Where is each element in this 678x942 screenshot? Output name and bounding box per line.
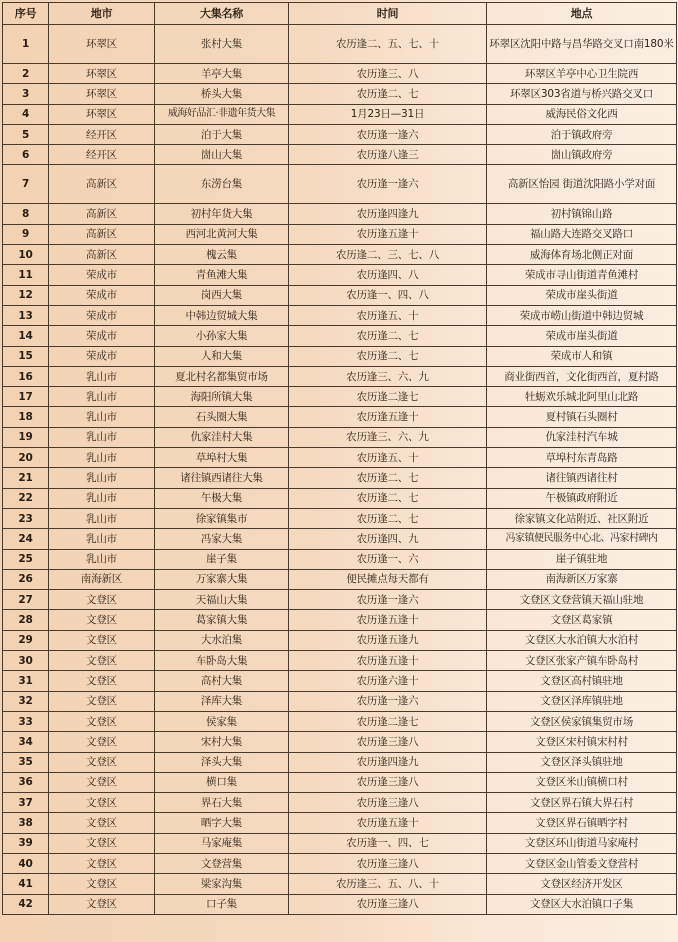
cell-index: 33	[3, 711, 49, 731]
cell-index: 11	[3, 265, 49, 285]
cell-market-name: 大水泊集	[155, 630, 289, 650]
cell-time: 农历逢五、十	[289, 305, 487, 325]
cell-market-name: 高村大集	[155, 671, 289, 691]
cell-index: 40	[3, 853, 49, 873]
cell-location: 文登区金山管委文登营村	[487, 853, 677, 873]
cell-market-name: 侯家集	[155, 711, 289, 731]
table-row	[3, 569, 677, 589]
table-row	[3, 448, 677, 468]
cell-city: 环翠区	[49, 64, 155, 84]
cell-city: 文登区	[49, 651, 155, 671]
cell-market-name: 岗西大集	[155, 285, 289, 305]
cell-market-name: 西河北黄河大集	[155, 224, 289, 244]
cell-location: 威海体育场北侧正对面	[487, 245, 677, 265]
cell-time: 农历逢三、六、九	[289, 427, 487, 447]
cell-market-name: 天福山大集	[155, 590, 289, 610]
cell-city: 文登区	[49, 630, 155, 650]
cell-location: 诸往镇西诸往村	[487, 468, 677, 488]
table-row	[3, 346, 677, 366]
cell-market-name: 界石大集	[155, 793, 289, 813]
table-row	[3, 326, 677, 346]
cell-location: 荣成市崖头街道	[487, 285, 677, 305]
cell-city: 乳山市	[49, 448, 155, 468]
cell-location: 南海新区万家寨	[487, 569, 677, 589]
cell-location: 荣成市崂山街道中韩边贸城	[487, 305, 677, 325]
cell-index: 23	[3, 508, 49, 528]
cell-index: 19	[3, 427, 49, 447]
cell-index: 39	[3, 833, 49, 853]
table-row	[3, 691, 677, 711]
cell-market-name: 宋村大集	[155, 732, 289, 752]
cell-location: 荣成市寻山街道青鱼滩村	[487, 265, 677, 285]
cell-market-name: 徐家镇集市	[155, 508, 289, 528]
table-row	[3, 124, 677, 144]
cell-time: 农历逢八逢三	[289, 145, 487, 165]
table-row	[3, 165, 677, 204]
cell-location: 荣成市人和镇	[487, 346, 677, 366]
cell-market-name: 石头圈大集	[155, 407, 289, 427]
cell-time: 农历逢六逢十	[289, 671, 487, 691]
cell-time: 农历逢三逢八	[289, 793, 487, 813]
cell-market-name: 梁家沟集	[155, 874, 289, 894]
cell-index: 29	[3, 630, 49, 650]
cell-index: 28	[3, 610, 49, 630]
cell-market-name: 马家庵集	[155, 833, 289, 853]
cell-market-name: 文登营集	[155, 853, 289, 873]
cell-location: 文登区文登营镇天福山驻地	[487, 590, 677, 610]
table-row	[3, 853, 677, 873]
cell-market-name: 张村大集	[155, 25, 289, 64]
table-row	[3, 813, 677, 833]
cell-market-name: 车卧岛大集	[155, 651, 289, 671]
header-market-name: 大集名称	[155, 3, 289, 25]
table-row	[3, 833, 677, 853]
table-row	[3, 874, 677, 894]
cell-city: 高新区	[49, 245, 155, 265]
cell-city: 文登区	[49, 691, 155, 711]
cell-time: 农历逢四逢九	[289, 204, 487, 224]
cell-location: 文登区葛家镇	[487, 610, 677, 630]
cell-time: 农历逢四、八	[289, 265, 487, 285]
table-row	[3, 407, 677, 427]
table-row	[3, 145, 677, 165]
table-row	[3, 651, 677, 671]
cell-index: 14	[3, 326, 49, 346]
header-time: 时间	[289, 3, 487, 25]
cell-index: 35	[3, 752, 49, 772]
cell-location: 崮山镇政府旁	[487, 145, 677, 165]
cell-time: 农历逢四、九	[289, 529, 487, 549]
cell-time: 农历逢二、三、七、八	[289, 245, 487, 265]
table-row	[3, 772, 677, 792]
cell-time: 农历逢五逢十	[289, 610, 487, 630]
cell-index: 36	[3, 772, 49, 792]
cell-time: 农历逢三、六、九	[289, 366, 487, 386]
cell-market-name: 槐云集	[155, 245, 289, 265]
cell-index: 16	[3, 366, 49, 386]
cell-location: 环翠区沈阳中路与昌华路交叉口南180米	[487, 25, 677, 64]
cell-location: 仇家洼村汽车城	[487, 427, 677, 447]
cell-index: 10	[3, 245, 49, 265]
cell-index: 34	[3, 732, 49, 752]
header-location: 地点	[487, 3, 677, 25]
cell-city: 文登区	[49, 853, 155, 873]
table-row	[3, 671, 677, 691]
cell-index: 24	[3, 529, 49, 549]
cell-location: 文登区宋村镇宋村村	[487, 732, 677, 752]
cell-index: 9	[3, 224, 49, 244]
cell-location: 文登区泽库镇驻地	[487, 691, 677, 711]
cell-city: 环翠区	[49, 84, 155, 104]
cell-market-name: 口子集	[155, 894, 289, 914]
table-row	[3, 732, 677, 752]
cell-index: 41	[3, 874, 49, 894]
cell-location: 文登区高村镇驻地	[487, 671, 677, 691]
cell-index: 27	[3, 590, 49, 610]
cell-index: 5	[3, 124, 49, 144]
cell-index: 31	[3, 671, 49, 691]
table-row	[3, 630, 677, 650]
cell-location: 午极镇政府附近	[487, 488, 677, 508]
cell-index: 18	[3, 407, 49, 427]
table-row	[3, 305, 677, 325]
cell-city: 乳山市	[49, 488, 155, 508]
cell-city: 乳山市	[49, 366, 155, 386]
table-row	[3, 793, 677, 813]
cell-location: 草埠村东青岛路	[487, 448, 677, 468]
cell-time: 农历逢二、七	[289, 84, 487, 104]
table-row	[3, 104, 677, 124]
cell-location: 泊于镇政府旁	[487, 124, 677, 144]
cell-market-name: 夏北村名都集贸市场	[155, 366, 289, 386]
cell-market-name: 仇家洼村大集	[155, 427, 289, 447]
cell-city: 文登区	[49, 752, 155, 772]
cell-market-name: 小孙家大集	[155, 326, 289, 346]
cell-city: 环翠区	[49, 25, 155, 64]
cell-location: 环翠区羊亭中心卫生院西	[487, 64, 677, 84]
cell-index: 1	[3, 25, 49, 64]
cell-time: 农历逢一逢六	[289, 165, 487, 204]
table-row	[3, 752, 677, 772]
cell-location: 文登区米山镇横口村	[487, 772, 677, 792]
cell-market-name: 泽库大集	[155, 691, 289, 711]
cell-time: 农历逢二、七	[289, 346, 487, 366]
cell-index: 25	[3, 549, 49, 569]
table-row	[3, 25, 677, 64]
header-city: 地市	[49, 3, 155, 25]
table-row	[3, 468, 677, 488]
cell-time: 农历逢二逢七	[289, 711, 487, 731]
header-row	[3, 3, 677, 25]
cell-city: 经开区	[49, 124, 155, 144]
cell-market-name: 草埠村大集	[155, 448, 289, 468]
cell-time: 农历逢五、十	[289, 448, 487, 468]
cell-time: 农历逢三逢八	[289, 772, 487, 792]
cell-market-name: 青鱼滩大集	[155, 265, 289, 285]
cell-city: 文登区	[49, 772, 155, 792]
cell-time: 农历逢五逢十	[289, 651, 487, 671]
cell-city: 乳山市	[49, 549, 155, 569]
cell-market-name: 葛家镇大集	[155, 610, 289, 630]
cell-city: 乳山市	[49, 508, 155, 528]
cell-time: 农历逢五逢十	[289, 224, 487, 244]
cell-time: 农历逢五逢十	[289, 407, 487, 427]
cell-market-name: 横口集	[155, 772, 289, 792]
cell-index: 15	[3, 346, 49, 366]
cell-index: 12	[3, 285, 49, 305]
table-row	[3, 265, 677, 285]
cell-market-name: 崮山大集	[155, 145, 289, 165]
cell-location: 威海民俗文化⻄	[487, 104, 677, 124]
cell-market-name: 初村年货大集	[155, 204, 289, 224]
cell-city: 荣成市	[49, 265, 155, 285]
table-row	[3, 549, 677, 569]
cell-index: 6	[3, 145, 49, 165]
table-row	[3, 64, 677, 84]
cell-location: 文登区大水泊镇口子集	[487, 894, 677, 914]
cell-city: 荣成市	[49, 305, 155, 325]
cell-time: 农历逢二、七	[289, 488, 487, 508]
cell-time: 农历逢三、八	[289, 64, 487, 84]
cell-city: 文登区	[49, 874, 155, 894]
cell-index: 22	[3, 488, 49, 508]
cell-index: 30	[3, 651, 49, 671]
table-row	[3, 894, 677, 914]
cell-market-name: 万家寨大集	[155, 569, 289, 589]
cell-index: 20	[3, 448, 49, 468]
cell-city: 乳山市	[49, 387, 155, 407]
cell-city: 乳山市	[49, 529, 155, 549]
cell-location: 商业街西首，文化街西首，夏村路	[487, 366, 677, 386]
cell-index: 32	[3, 691, 49, 711]
cell-index: 7	[3, 165, 49, 204]
cell-market-name: 诸往镇西诸往大集	[155, 468, 289, 488]
table-row	[3, 610, 677, 630]
cell-city: 乳山市	[49, 427, 155, 447]
table-row	[3, 84, 677, 104]
cell-location: 冯家镇便民服务中心北、冯家村碑内	[487, 529, 677, 549]
cell-location: 徐家镇文化站附近、社区附近	[487, 508, 677, 528]
cell-time: 农历逢二、五、七、十	[289, 25, 487, 64]
cell-time: 农历逢三逢八	[289, 894, 487, 914]
cell-market-name: 泽头大集	[155, 752, 289, 772]
cell-city: 荣成市	[49, 326, 155, 346]
cell-city: 文登区	[49, 793, 155, 813]
cell-index: 2	[3, 64, 49, 84]
cell-location: 文登区界石镇大界石村	[487, 793, 677, 813]
cell-index: 8	[3, 204, 49, 224]
cell-city: 高新区	[49, 204, 155, 224]
cell-time: 农历逢一、四、七	[289, 833, 487, 853]
cell-location: 福山路大连路交叉路口	[487, 224, 677, 244]
table-row	[3, 245, 677, 265]
table-row	[3, 387, 677, 407]
cell-index: 4	[3, 104, 49, 124]
cell-location: 荣成市崖头街道	[487, 326, 677, 346]
cell-city: 南海新区	[49, 569, 155, 589]
cell-market-name: 桥头大集	[155, 84, 289, 104]
cell-location: 文登区界石镇晒字村	[487, 813, 677, 833]
table-row	[3, 427, 677, 447]
cell-city: 文登区	[49, 732, 155, 752]
cell-index: 38	[3, 813, 49, 833]
cell-time: 农历逢一、四、八	[289, 285, 487, 305]
cell-market-name: 海阳所镇大集	[155, 387, 289, 407]
cell-city: 文登区	[49, 813, 155, 833]
cell-location: 文登区张家产镇车卧岛村	[487, 651, 677, 671]
table-row	[3, 508, 677, 528]
cell-market-name: 人和大集	[155, 346, 289, 366]
cell-city: 文登区	[49, 671, 155, 691]
cell-city: 乳山市	[49, 407, 155, 427]
cell-time: 农历逢一逢六	[289, 590, 487, 610]
cell-time: 农历逢一逢六	[289, 691, 487, 711]
cell-city: 文登区	[49, 610, 155, 630]
cell-time: 农历逢一逢六	[289, 124, 487, 144]
cell-index: 26	[3, 569, 49, 589]
market-table	[2, 2, 677, 915]
cell-location: 文登区侯家镇集贸市场	[487, 711, 677, 731]
cell-time: 农历逢五逢九	[289, 630, 487, 650]
cell-time: 农历逢三、五、八、十	[289, 874, 487, 894]
cell-city: 文登区	[49, 894, 155, 914]
cell-city: 荣成市	[49, 346, 155, 366]
table-row	[3, 590, 677, 610]
cell-city: 乳山市	[49, 468, 155, 488]
table-row	[3, 285, 677, 305]
cell-city: 文登区	[49, 590, 155, 610]
cell-location: 环翠区303省道与桥兴路交叉口	[487, 84, 677, 104]
cell-market-name: 午极大集	[155, 488, 289, 508]
cell-location: 文登区环山街道马家庵村	[487, 833, 677, 853]
cell-location: 崖子镇驻地	[487, 549, 677, 569]
cell-market-name: 羊亭大集	[155, 64, 289, 84]
cell-time: 1月23日—31日	[289, 104, 487, 124]
cell-city: 环翠区	[49, 104, 155, 124]
cell-market-name: 崖子集	[155, 549, 289, 569]
cell-time: 农历逢二、七	[289, 508, 487, 528]
cell-time: 农历逢二逢七	[289, 387, 487, 407]
cell-city: 高新区	[49, 224, 155, 244]
cell-index: 13	[3, 305, 49, 325]
table-row	[3, 529, 677, 549]
cell-market-name: 冯家大集	[155, 529, 289, 549]
cell-index: 3	[3, 84, 49, 104]
header-index: 序号	[3, 3, 49, 25]
cell-city: 文登区	[49, 833, 155, 853]
cell-time: 农历逢三逢八	[289, 853, 487, 873]
table-row	[3, 224, 677, 244]
table-body	[3, 25, 677, 915]
cell-city: 高新区	[49, 165, 155, 204]
cell-time: 农历逢二、七	[289, 468, 487, 488]
cell-time: 农历逢四逢九	[289, 752, 487, 772]
table-row	[3, 711, 677, 731]
cell-index: 17	[3, 387, 49, 407]
cell-location: 文登区泽头镇驻地	[487, 752, 677, 772]
cell-index: 42	[3, 894, 49, 914]
cell-location: 文登区大水泊镇大水泊村	[487, 630, 677, 650]
cell-index: 21	[3, 468, 49, 488]
cell-location: 文登区经济开发区	[487, 874, 677, 894]
cell-location: 夏村镇石头圈村	[487, 407, 677, 427]
cell-city: 经开区	[49, 145, 155, 165]
cell-city: 荣成市	[49, 285, 155, 305]
table-row	[3, 488, 677, 508]
cell-market-name: 东涝台集	[155, 165, 289, 204]
cell-time: 农历逢二、七	[289, 326, 487, 346]
cell-location: 初村镇锦山路	[487, 204, 677, 224]
cell-time: 农历逢一、六	[289, 549, 487, 569]
cell-market-name: 晒字大集	[155, 813, 289, 833]
cell-market-name: 威海好品汇·非遗年货大集	[155, 104, 289, 124]
table-row	[3, 366, 677, 386]
cell-market-name: 泊于大集	[155, 124, 289, 144]
cell-location: 高新区怡园 街道沈阳路小学对面	[487, 165, 677, 204]
table-row	[3, 204, 677, 224]
cell-time: 农历逢三逢八	[289, 732, 487, 752]
cell-time: 便民摊点每天都有	[289, 569, 487, 589]
cell-city: 文登区	[49, 711, 155, 731]
cell-market-name: 中韩边贸城大集	[155, 305, 289, 325]
cell-time: 农历逢五逢十	[289, 813, 487, 833]
cell-location: 牡蛎欢乐城北阿里山北路	[487, 387, 677, 407]
cell-index: 37	[3, 793, 49, 813]
